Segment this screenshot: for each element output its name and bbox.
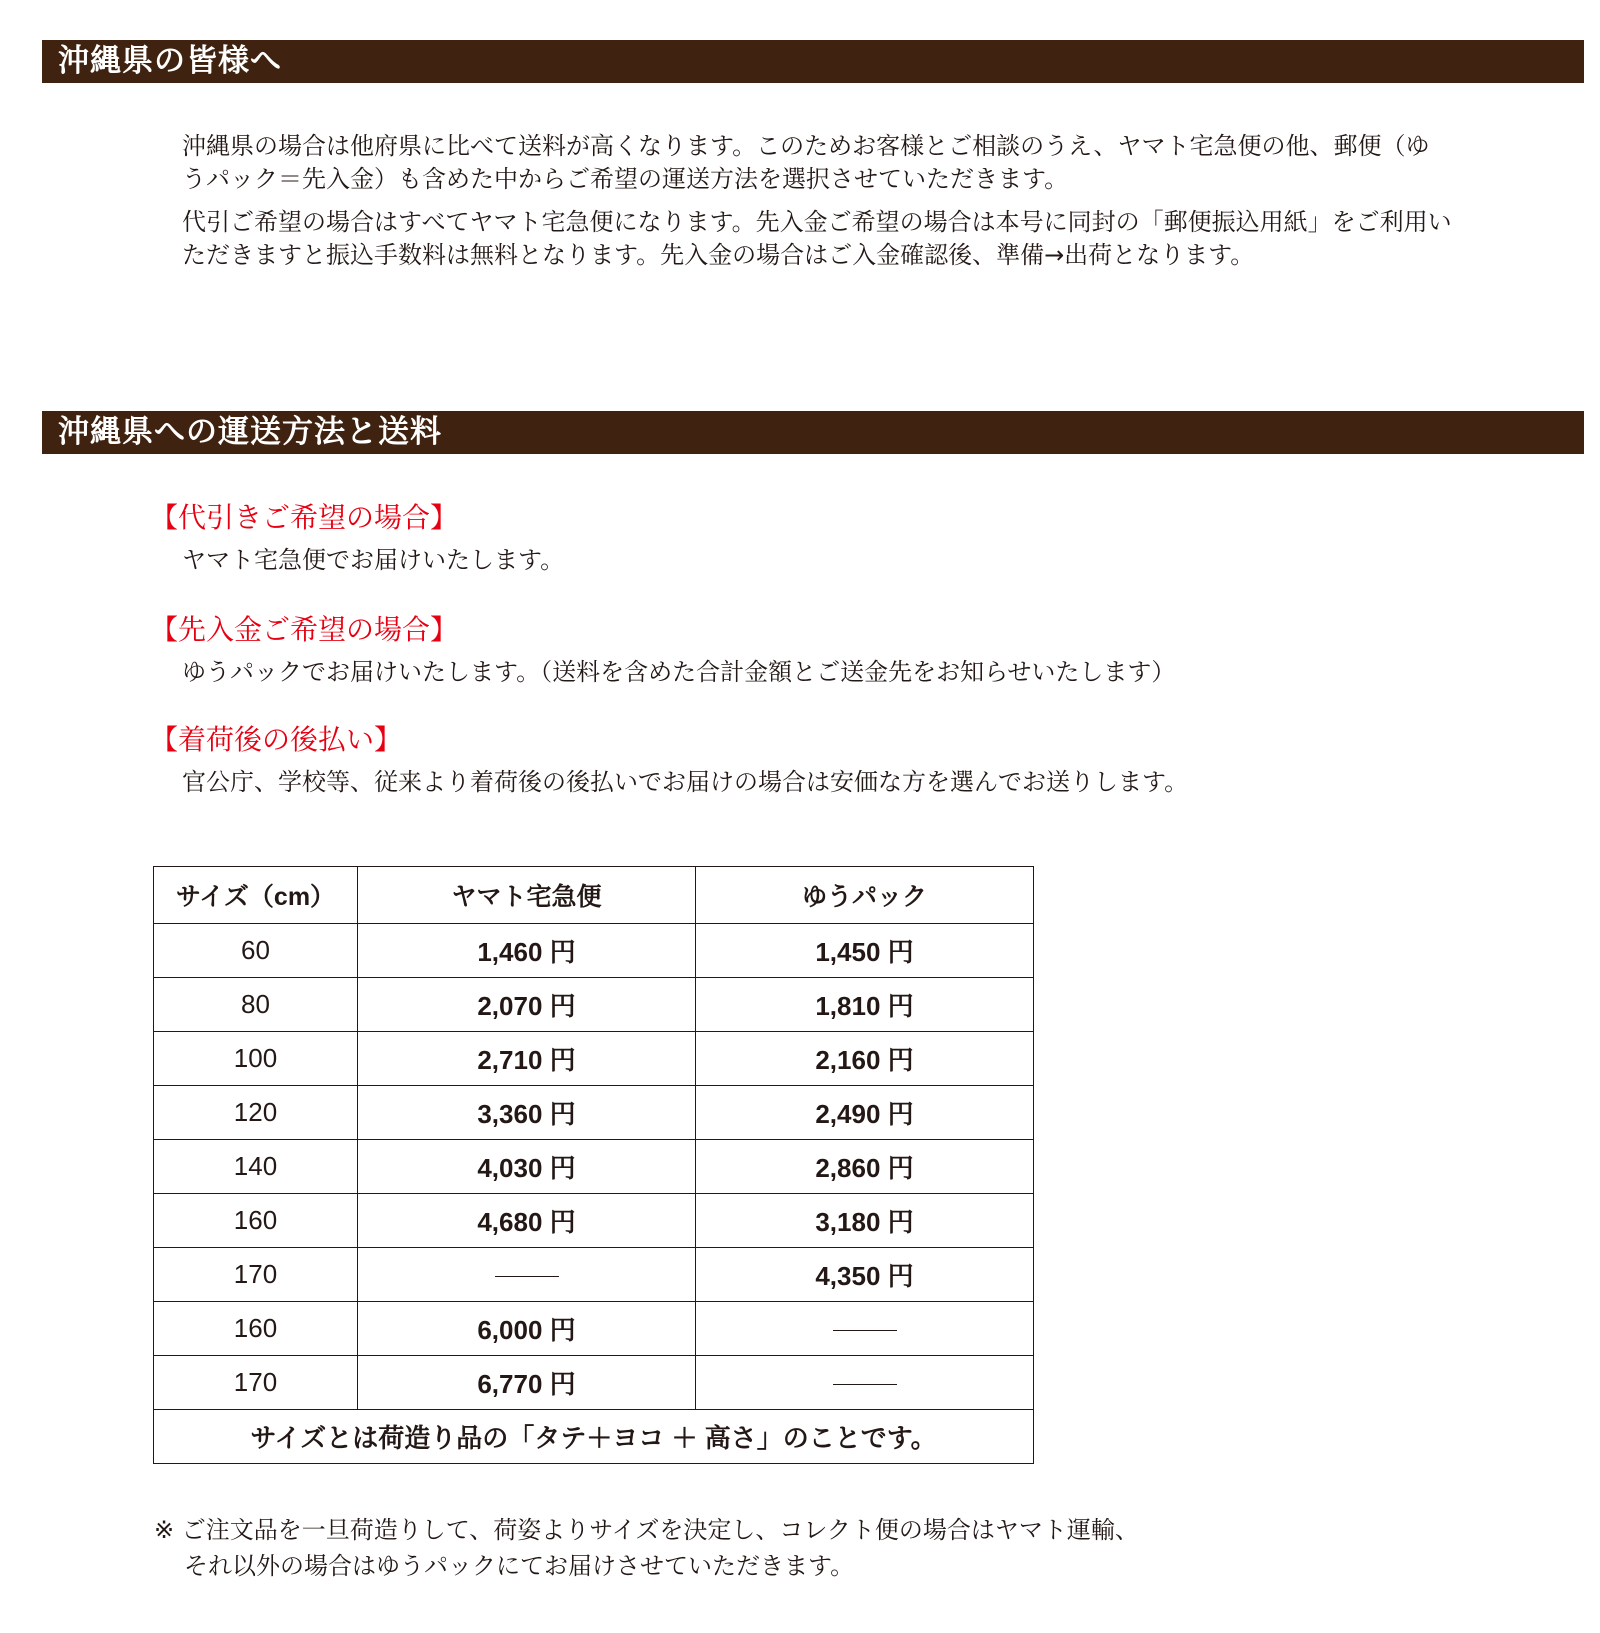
table-row: [154, 1248, 1034, 1302]
intro-paragraph-shipping-cost: 沖縄県の場合は他府県に比べて送料が高くなります。このためお客様とご相談のうえ、ヤマト宅急便の他、郵便（ゆうパック＝先入金）も含めた中からご希望の運送方法を選択させていただきます。: [182, 132, 1430, 193]
method-body-postpayment: 官公庁、学校等、従来より着荷後の後払いでお届けの場合は安価な方を選んでお送りします。: [182, 768, 1189, 796]
header-yupack: ゆうパック: [696, 867, 1034, 924]
dash-line: [833, 1384, 897, 1385]
method-heading-postpayment: 【着荷後の後払い】: [150, 723, 403, 756]
cell-yamato-price: 4,030 円: [358, 1140, 696, 1194]
cell-size: 120: [154, 1086, 358, 1140]
footnote: [154, 1512, 1454, 1584]
cell-size: 170: [154, 1356, 358, 1410]
section-header-shipping-methods: 沖縄県への運送方法と送料: [42, 411, 1584, 454]
cell-yamato-price: 6,000 円: [358, 1302, 696, 1356]
table-row: [154, 1140, 1034, 1194]
header-size: サイズ（cm）: [154, 867, 358, 924]
table-row: [154, 1356, 1034, 1410]
cell-yamato-price: 3,360 円: [358, 1086, 696, 1140]
table-row: [154, 924, 1034, 978]
table-row: [154, 1302, 1034, 1356]
method-body-cod: ヤマト宅急便でお届けいたします。: [182, 546, 565, 574]
cell-size: 160: [154, 1194, 358, 1248]
shipping-rate-table: [153, 866, 1034, 1464]
footnote-line-2: それ以外の場合はゆうパックにてお届けさせていただきます。: [184, 1552, 855, 1580]
table-row: [154, 1032, 1034, 1086]
cell-yupack-price: 2,160 円: [696, 1032, 1034, 1086]
cell-yamato-price: 2,710 円: [358, 1032, 696, 1086]
dash-line: [495, 1276, 559, 1277]
not-available-dash: [358, 1248, 696, 1302]
section-header-okinawa-customers: 沖縄県の皆様へ: [42, 40, 1584, 83]
cell-size: 80: [154, 978, 358, 1032]
method-body-prepayment: ゆうパックでお届けいたします。（送料を含めた合計金額とご送金先をお知らせいたします）: [182, 658, 1176, 686]
not-available-dash: [696, 1356, 1034, 1410]
cell-yamato-price: 2,070 円: [358, 978, 696, 1032]
intro-text: [182, 130, 1452, 282]
size-definition-note: サイズとは荷造り品の「タテ＋ヨコ ＋ 高さ」のことです。: [154, 1410, 1034, 1464]
cell-size: 160: [154, 1302, 358, 1356]
cell-size: 140: [154, 1140, 358, 1194]
table-row: [154, 1194, 1034, 1248]
method-postpayment: [150, 721, 1450, 799]
header-yamato: ヤマト宅急便: [358, 867, 696, 924]
table-note-row: [154, 1410, 1034, 1464]
cell-yupack-price: 1,810 円: [696, 978, 1034, 1032]
cell-yupack-price: 2,490 円: [696, 1086, 1034, 1140]
cell-yupack-price: 2,860 円: [696, 1140, 1034, 1194]
dash-line: [833, 1330, 897, 1331]
cell-size: 100: [154, 1032, 358, 1086]
footnote-line-1: ※ ご注文品を一旦荷造りして、荷姿よりサイズを決定し、コレクト便の場合はヤマト運輸、: [154, 1516, 1139, 1544]
cell-yupack-price: 1,450 円: [696, 924, 1034, 978]
table-header-row: [154, 867, 1034, 924]
method-heading-prepayment: 【先入金ご希望の場合】: [150, 613, 459, 646]
table-row: [154, 1086, 1034, 1140]
cell-yupack-price: 4,350 円: [696, 1248, 1034, 1302]
intro-paragraph-payment: 代引ご希望の場合はすべてヤマト宅急便になります。先入金ご希望の場合は本号に同封の「郵便振込用紙」をご利用いただきますと振込手数料は無料となります。先入金の場合はご入金確認後、準備→出荷となります。: [182, 208, 1452, 269]
cell-yamato-price: 1,460 円: [358, 924, 696, 978]
table-row: [154, 978, 1034, 1032]
method-cod: [150, 499, 1450, 577]
method-heading-cod: 【代引きご希望の場合】: [150, 501, 459, 534]
cell-size: 170: [154, 1248, 358, 1302]
cell-yamato-price: 6,770 円: [358, 1356, 696, 1410]
not-available-dash: [696, 1302, 1034, 1356]
cell-yupack-price: 3,180 円: [696, 1194, 1034, 1248]
cell-size: 60: [154, 924, 358, 978]
cell-yamato-price: 4,680 円: [358, 1194, 696, 1248]
method-prepayment: [150, 611, 1450, 689]
